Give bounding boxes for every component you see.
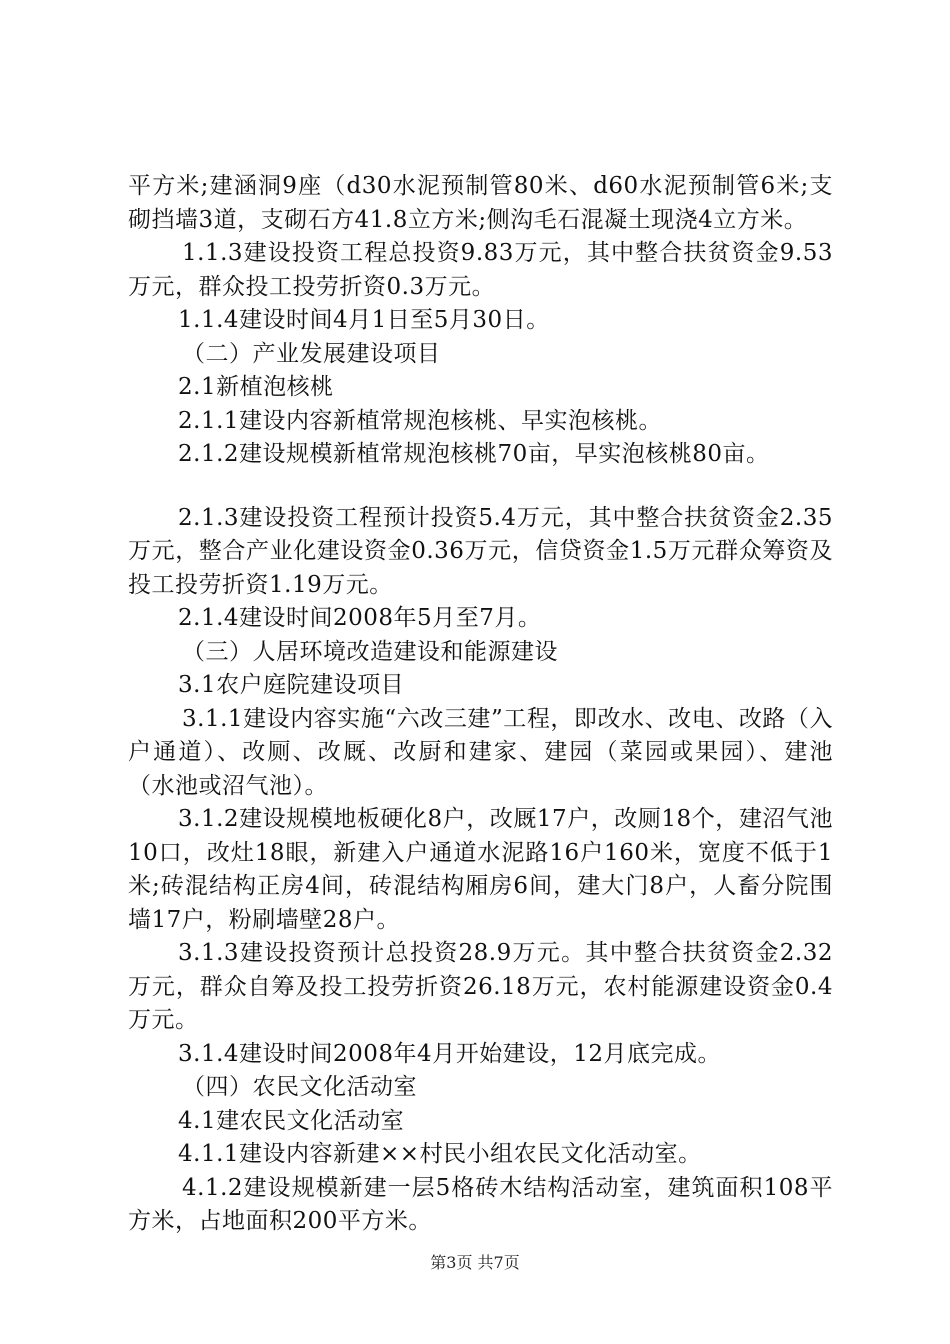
paragraph-2-1-3: 2.1.3建设投资工程预计投资5.4万元，其中整合扶贫资金2.35万元，整合产业化建设资金0.36万元，信贷资金1.5万元群众筹资及投工投劳折资1.19万元。 bbox=[128, 504, 833, 598]
paragraph-2-1: 2.1新植泡核桃 bbox=[178, 374, 334, 400]
paragraph-3-1: 3.1农户庭院建设项目 bbox=[178, 672, 405, 698]
blank-line bbox=[128, 472, 833, 502]
paragraph-4-1: 4.1建农民文化活动室 bbox=[178, 1107, 405, 1134]
paragraph-3-1-4: 3.1.4建设时间2008年4月开始建设，12月底完成。 bbox=[178, 1040, 721, 1067]
paragraph-3-1-2: 3.1.2建设规模地板硬化8户，改厩17户，改厕18个，建沼气池10口，改灶18眼，新建入户通道水泥路16户160米，宽度不低于1米;砖混结构正房4间，砖混结构厢房6间，建大门8户，人畜分院围墙17户，粉刷墙壁28户。 bbox=[128, 806, 833, 933]
paragraph-2-1-1: 2.1.1建设内容新植常规泡核桃、早实泡核桃。 bbox=[178, 407, 663, 434]
paragraph-4-1-1: 4.1.1建设内容新建××村民小组农民文化活动室。 bbox=[178, 1141, 702, 1167]
document-body bbox=[128, 170, 833, 1239]
paragraph-1-1-4: 1.1.4建设时间4月1日至5月30日。 bbox=[178, 307, 550, 333]
section-heading-4: （四）农民文化活动室 bbox=[182, 1074, 417, 1100]
paragraph-1-1-3: 1.1.3建设投资工程总投资9.83万元，其中整合扶贫资金9.53万元，群众投工投劳折资0.3万元。 bbox=[128, 240, 833, 300]
paragraph-4-1-2: 4.1.2建设规模新建一层5格砖木结构活动室，建筑面积108平方米，占地面积200平方米。 bbox=[128, 1174, 833, 1234]
paragraph-2-1-2: 2.1.2建设规模新植常规泡核桃70亩，早实泡核桃80亩。 bbox=[178, 441, 770, 467]
paragraph-3-1-1: 3.1.1建设内容实施“六改三建”工程，即改水、改电、改路（入户通道）、改厕、改厩、改厨和建家、建园（菜园或果园）、建池（水池或沼气池）。 bbox=[128, 705, 833, 799]
paragraph-continuation: 平方米;建涵洞9座（d30水泥预制管80米、d60水泥预制管6米;支砌挡墙3道，支砌石方41.8立方米;侧沟毛石混凝土现浇4立方米。 bbox=[128, 173, 833, 233]
section-heading-2: （二）产业发展建设项目 bbox=[182, 340, 441, 367]
section-heading-3: （三）人居环境改造建设和能源建设 bbox=[182, 638, 558, 665]
paragraph-2-1-4: 2.1.4建设时间2008年5月至7月。 bbox=[178, 605, 542, 631]
page-number-footer: 第3页 共7页 bbox=[430, 1253, 520, 1272]
paragraph-3-1-3: 3.1.3建设投资预计总投资28.9万元。其中整合扶贫资金2.32万元，群众自筹及投工投劳折资26.18万元，农村能源建设资金0.4万元。 bbox=[128, 940, 833, 1033]
